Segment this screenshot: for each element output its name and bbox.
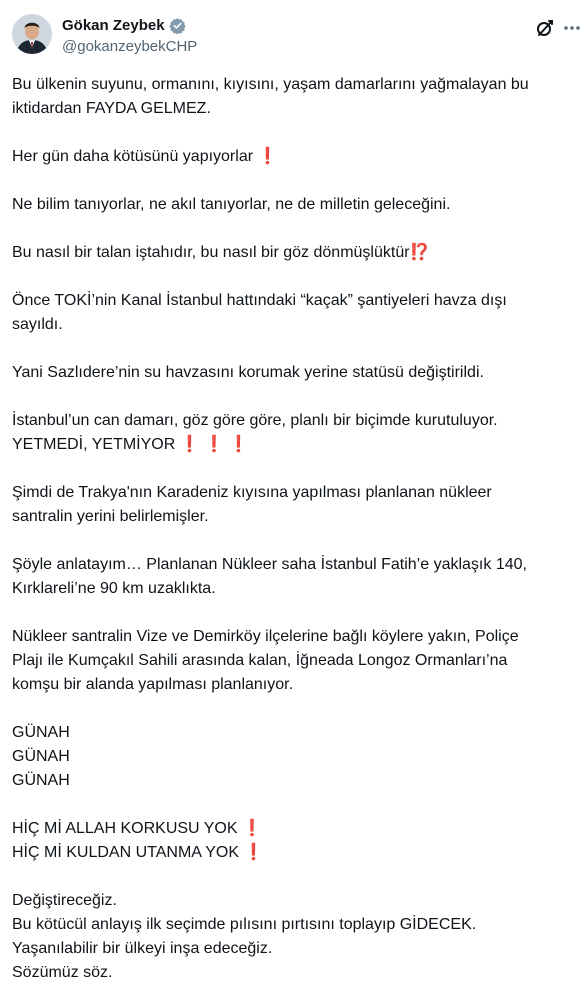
- post-line: Bu kötücül anlayış ilk seçimde pılısını pırtısını toplayıp GİDECEK.: [12, 916, 477, 933]
- interrobang-icon: ⁉️: [409, 244, 430, 261]
- author-handle[interactable]: @gokanzeybekCHP: [62, 38, 198, 55]
- post-line: Yani Sazlıdere’nin su havzasını korumak yerine statüsü değiştirildi.: [12, 364, 484, 381]
- post-line: sayıldı.: [12, 316, 63, 333]
- post-line: [12, 817, 580, 841]
- post-line: Önce TOKİ’nin Kanal İstanbul hattındaki “kaçak” şantiyeleri havza dışı: [12, 292, 507, 309]
- post-line-text: HİÇ Mİ KULDAN UTANMA YOK: [12, 844, 239, 861]
- post-line: Değiştireceğiz.: [12, 892, 117, 909]
- post-line-text: Her gün daha kötüsünü yapıyorlar: [12, 148, 254, 165]
- post-line: [12, 841, 580, 865]
- avatar-image: [12, 14, 52, 54]
- post-line-text: HİÇ Mİ ALLAH KORKUSU YOK: [12, 820, 238, 837]
- author-name[interactable]: Gökan Zeybek: [62, 17, 165, 34]
- post-line: santralin yerini belirlemişler.: [12, 508, 209, 525]
- post-line: İstanbul’un can damarı, göz göre göre, planlı bir biçimde kurutuluyor.: [12, 412, 498, 429]
- post-line: Şöyle anlatayım… Planlanan Nükleer saha İstanbul Fatih’e yaklaşık 140,: [12, 556, 527, 573]
- post-line: [12, 241, 580, 265]
- post-line: komşu bir alanda yapılması planlanıyor.: [12, 676, 294, 693]
- exclamation-icon: ❗: [257, 148, 278, 165]
- profile-avatar[interactable]: [12, 14, 52, 54]
- post-line: Bu ülkenin suyunu, ormanını, kıyısını, yaşam damarlarını yağmalayan bu: [12, 76, 529, 93]
- post-line: GÜNAH: [12, 772, 70, 789]
- verified-badge-icon: [169, 17, 186, 34]
- exclamation-icon: ❗: [242, 820, 262, 837]
- post-line: Ne bilim tanıyorlar, ne akıl tanıyorlar, ne de milletin geleceğini.: [12, 196, 451, 213]
- post-line: GÜNAH: [12, 748, 70, 765]
- post-line: Kırklareli’ne 90 km uzaklıkta.: [12, 580, 216, 597]
- exclamation-icon: ❗: [243, 844, 264, 861]
- post-line-text: YETMEDİ, YETMİYOR: [12, 436, 176, 453]
- post-text: [12, 73, 580, 985]
- post-line: Plajı ile Kumçakıl Sahili arasında kalan, İğneada Longoz Ormanları’na: [12, 652, 508, 669]
- post-line: Sözümüz söz.: [12, 964, 113, 981]
- post-line: iktidardan FAYDA GELMEZ.: [12, 100, 211, 117]
- exclamation-icon: ❗ ❗ ❗: [179, 436, 249, 453]
- post-line: Nükleer santralin Vize ve Demirköy ilçelerine bağlı köylere yakın, Poliçe: [12, 628, 519, 645]
- post-line: [12, 433, 580, 457]
- post-line: Yaşanılabilir bir ülkeyi inşa edeceğiz.: [12, 940, 273, 957]
- author-name-row[interactable]: [62, 17, 186, 34]
- post-header: [0, 0, 586, 66]
- post-line-text: Bu nasıl bir talan iştahıdır, bu nasıl bir göz dönmüşlüktür: [12, 244, 410, 261]
- post-line: Şimdi de Trakya'nın Karadeniz kıyısına yapılması planlanan nükleer: [12, 484, 492, 501]
- grok-icon[interactable]: [535, 18, 555, 38]
- more-options-icon[interactable]: [562, 18, 582, 38]
- post-line: GÜNAH: [12, 724, 70, 741]
- post-line: [12, 145, 580, 169]
